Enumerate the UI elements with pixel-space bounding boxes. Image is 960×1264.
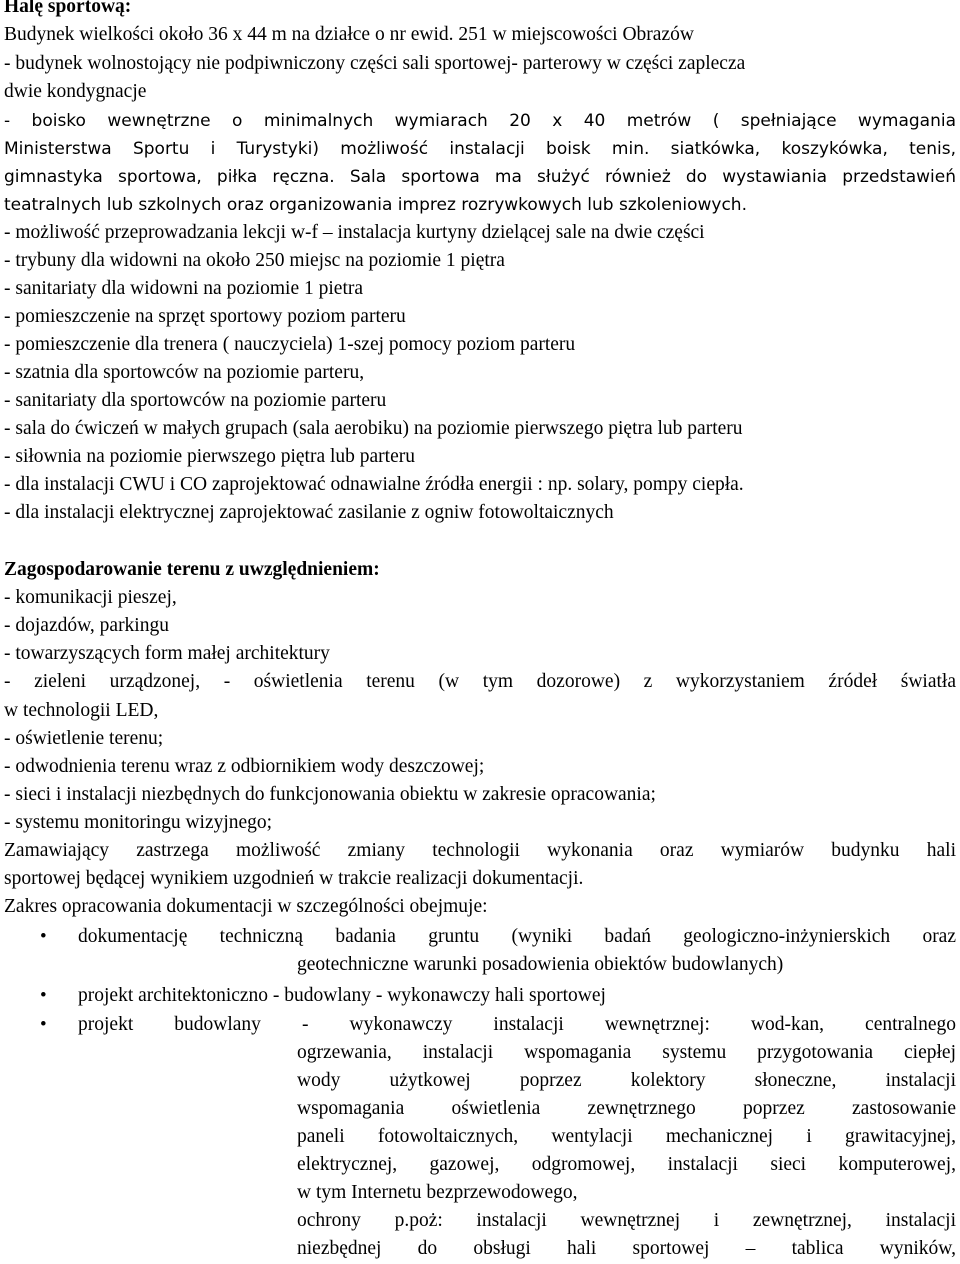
site-line: sportowej będącej wynikiem uzgodnień w trakcie realizacji dokumentacji. [4, 868, 584, 889]
hall-line: - trybuny dla widowni na około 250 miejsc na poziomie 1 piętra [4, 250, 505, 271]
hall-line: dwie kondygnacje [4, 81, 147, 102]
hall-line: teatralnych lub szkolnych oraz organizowania imprez rozrywkowych lub szkoleniowych. [4, 195, 747, 215]
bullet-marker: • [40, 1014, 47, 1035]
bullet-line: projekt architektoniczno - budowlany - wykonawczy hali sportowej [78, 985, 606, 1006]
hall-line: - dla instalacji elektrycznej zaprojektować zasilanie z ogniw fotowoltaicznych [4, 502, 614, 523]
heading-hall: Halę sportową: [4, 0, 132, 17]
heading-site: Zagospodarowanie terenu z uwzględnieniem: [4, 559, 380, 580]
bullet-marker: • [40, 926, 47, 947]
site-line: - komunikacji pieszej, [4, 587, 177, 608]
site-line: w technologii LED, [4, 700, 159, 721]
hall-line: - budynek wolnostojący nie podpiwniczony części sali sportowej- parterowy w części zaplecza [4, 53, 746, 74]
site-line: Zamawiający zastrzega możliwość zmiany technologii wykonania oraz wymiarów budynku hali [4, 840, 956, 861]
hall-line: - pomieszczenie dla trenera ( nauczyciela) 1-szej pomocy poziom parteru [4, 334, 576, 355]
hall-line: - szatnia dla sportowców na poziomie parteru, [4, 362, 365, 383]
bullet-line: wspomagania oświetlenia zewnętrznego poprzez zastosowanie [297, 1098, 956, 1119]
hall-line: Budynek wielkości około 36 x 44 m na działce o nr ewid. 251 w miejscowości Obrazów [4, 24, 694, 45]
bullet-line: wody użytkowej poprzez kolektory słoneczne, instalacji [297, 1070, 956, 1091]
bullet-line: ogrzewania, instalacji wspomagania systemu przygotowania ciepłej [297, 1042, 956, 1063]
site-line: - zieleni urządzonej, - oświetlenia terenu (w tym dozorowe) z wykorzystaniem źródeł światła [4, 671, 956, 692]
hall-line: - boisko wewnętrzne o minimalnych wymiarach 20 x 40 metrów ( spełniające wymagania [4, 111, 956, 131]
site-line: - towarzyszących form małej architektury [4, 643, 330, 664]
bullet-line: paneli fotowoltaicznych, wentylacji mechanicznej i grawitacyjnej, [297, 1126, 956, 1147]
hall-line: - siłownia na poziomie pierwszego piętra lub parteru [4, 446, 415, 467]
hall-line: - sanitariaty dla sportowców na poziomie parteru [4, 390, 387, 411]
bullet-line: niezbędnej do obsługi hali sportowej – tablica wyników, [297, 1238, 956, 1259]
bullet-line: projekt budowlany - wykonawczy instalacji wewnętrznej: wod-kan, centralnego [78, 1014, 956, 1035]
site-line: - sieci i instalacji niezbędnych do funkcjonowania obiektu w zakresie opracowania; [4, 784, 656, 805]
bullet-line: geotechniczne warunki posadowienia obiektów budowlanych) [297, 954, 784, 975]
site-line: - dojazdów, parkingu [4, 615, 169, 636]
hall-line: - dla instalacji CWU i CO zaprojektować odnawialne źródła energii : np. solary, pompy ciepła. [4, 474, 744, 495]
hall-line: Ministerstwa Sportu i Turystyki) możliwość instalacji boisk min. siatkówka, koszykówka, tenis, [4, 139, 956, 159]
bullet-line: elektrycznej, gazowej, odgromowej, instalacji sieci komputerowej, [297, 1154, 956, 1175]
site-line: Zakres opracowania dokumentacji w szczególności obejmuje: [4, 896, 488, 917]
bullet-line: dokumentację techniczną badania gruntu (wyniki badań geologiczno-inżynierskich oraz [78, 926, 956, 947]
hall-line: - sala do ćwiczeń w małych grupach (sala aerobiku) na poziomie pierwszego piętra lub parteru [4, 418, 743, 439]
site-line: - oświetlenie terenu; [4, 728, 164, 749]
hall-line: gimnastyka sportowa, piłka ręczna. Sala sportowa ma służyć również do wystawiania przedstawień [4, 167, 956, 187]
site-line: - systemu monitoringu wizyjnego; [4, 812, 273, 833]
hall-line: - pomieszczenie na sprzęt sportowy poziom parteru [4, 306, 406, 327]
bullet-marker: • [40, 985, 47, 1006]
bullet-line: w tym Internetu bezprzewodowego, [297, 1182, 578, 1203]
site-line: - odwodnienia terenu wraz z odbiornikiem wody deszczowej; [4, 756, 485, 777]
bullet-line: ochrony p.poż: instalacji wewnętrznej i zewnętrznej, instalacji [297, 1210, 956, 1231]
hall-line: - sanitariaty dla widowni na poziomie 1 pietra [4, 278, 364, 299]
hall-line: - możliwość przeprowadzania lekcji w-f – instalacja kurtyny dzielącej sale na dwie części [4, 222, 705, 243]
